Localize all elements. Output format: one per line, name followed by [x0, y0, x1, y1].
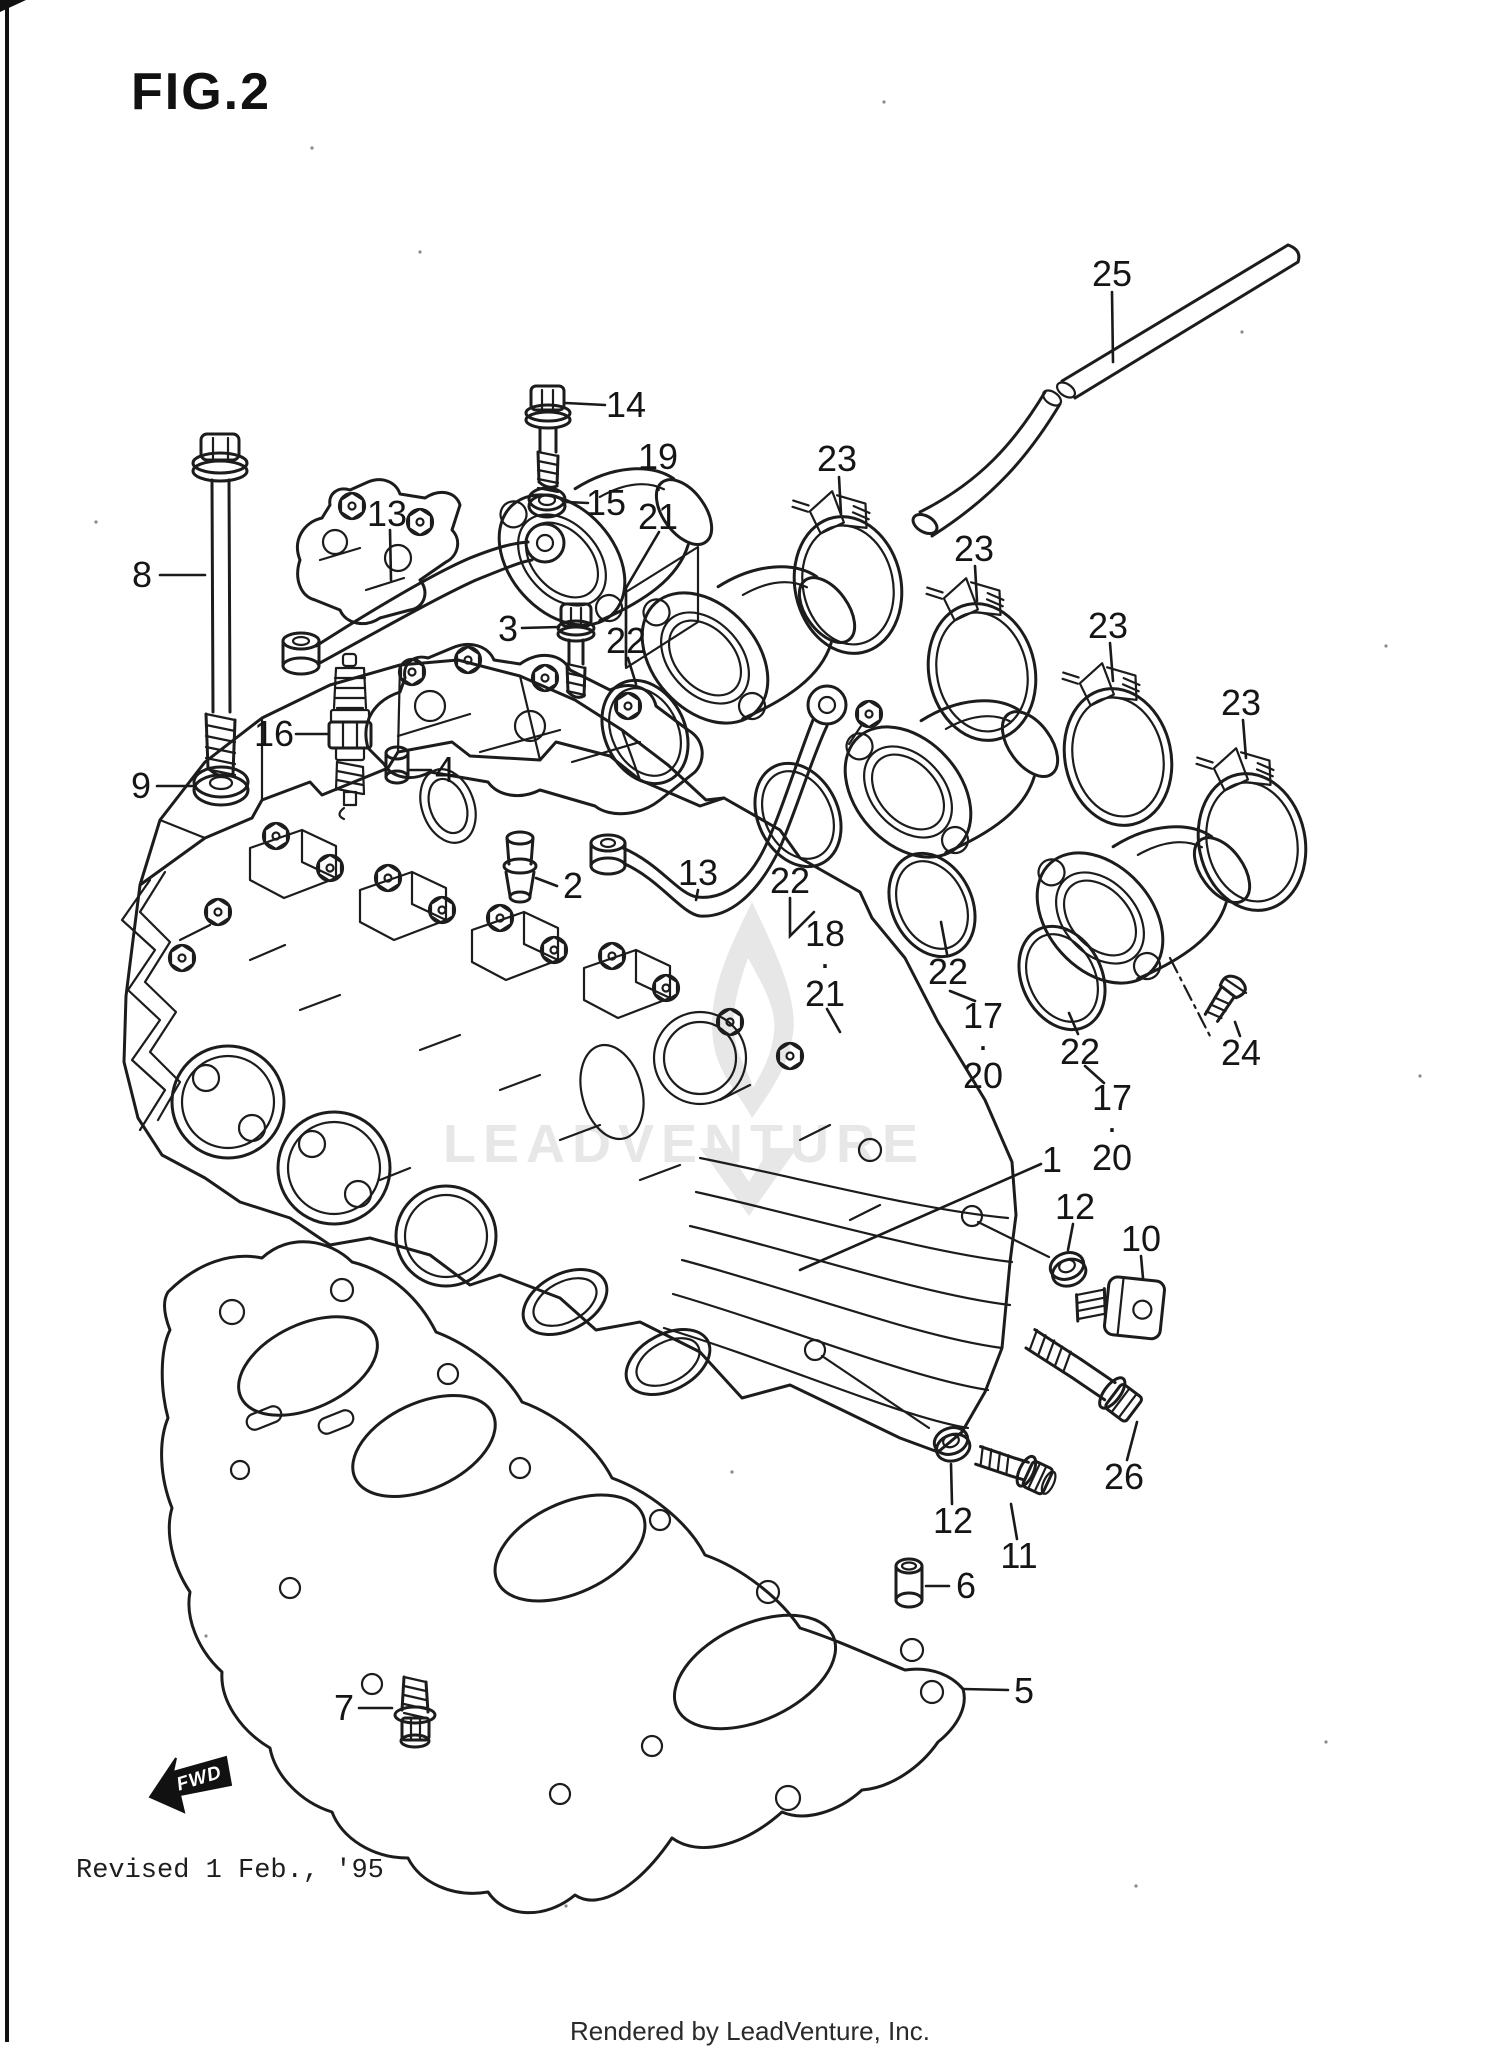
leader-lines: [157, 292, 1246, 1708]
leader-line-12: [1068, 1224, 1073, 1250]
head-gasket-part5: [162, 1242, 965, 1913]
intake-boot-2: [605, 531, 885, 764]
washer-part15: [529, 488, 565, 517]
watermark-text: LEADVENTURE: [443, 1114, 926, 1174]
part-label-2[interactable]: 2: [562, 865, 584, 906]
leader-line-25: [1112, 292, 1113, 362]
part-label-15[interactable]: 15: [585, 482, 627, 523]
bolt-part11: [973, 1435, 1061, 1499]
part-label-3[interactable]: 3: [497, 608, 519, 649]
bolt-part3: [558, 604, 594, 697]
part-label-18-21[interactable]: 18 · 21: [804, 913, 846, 1014]
bolt-part14: [526, 386, 570, 492]
part-label-22[interactable]: 22: [927, 951, 969, 992]
pointer-lines: [822, 958, 1212, 1428]
part-label-13[interactable]: 13: [677, 852, 719, 893]
part-label-4[interactable]: 4: [434, 749, 456, 790]
watermark-logo: [443, 902, 925, 1216]
leader-line-26: [1127, 1422, 1137, 1460]
part-label-12[interactable]: 12: [1054, 1186, 1096, 1227]
fwd-arrow: [150, 1757, 231, 1812]
clamp-23-3: [1046, 653, 1184, 835]
part-label-12[interactable]: 12: [932, 1500, 974, 1541]
leader-line-15: [567, 502, 588, 503]
part-label-5[interactable]: 5: [1013, 1670, 1035, 1711]
leader-line-10: [1141, 1256, 1143, 1278]
part-label-11[interactable]: 11: [1000, 1535, 1038, 1576]
part-label-26[interactable]: 26: [1103, 1456, 1145, 1497]
part-label-23[interactable]: 23: [816, 438, 858, 479]
part-label-23[interactable]: 23: [953, 528, 995, 569]
clamp-23-1: [776, 481, 914, 663]
leader-line-3: [522, 627, 559, 628]
stud-bolt-part8: [193, 434, 247, 776]
spacer-part10: [1073, 1273, 1166, 1340]
part-label-14[interactable]: 14: [605, 384, 647, 425]
bolt-part7: [395, 1677, 435, 1747]
part-label-17-20[interactable]: 17 · 20: [1091, 1077, 1133, 1178]
footer-credit: Rendered by LeadVenture, Inc.: [570, 2016, 930, 2046]
part-label-9[interactable]: 9: [130, 765, 152, 806]
leader-line-2: [536, 878, 557, 886]
valve-guide-part2: [504, 832, 536, 902]
part-callouts: [131, 253, 1261, 1728]
dowel-part6: [896, 1559, 922, 1607]
part-label-17-20[interactable]: 17 · 20: [962, 995, 1004, 1096]
part-label-19-21[interactable]: 19 · 21: [637, 436, 679, 537]
clamp-23-2: [910, 568, 1048, 750]
fwd-label: FWD: [174, 1761, 225, 1796]
washer-part12-upper: [1047, 1248, 1090, 1290]
part-label-6[interactable]: 6: [955, 1565, 977, 1606]
screw-part24: [1200, 971, 1251, 1026]
washer-part12-lower: [931, 1423, 974, 1465]
revision-note: Revised 1 Feb., '95: [76, 1856, 384, 1886]
part-label-13[interactable]: 13: [366, 493, 408, 534]
intake-boot-4: [1000, 791, 1280, 1024]
leader-line-14: [566, 403, 605, 405]
leader-line-12: [951, 1464, 952, 1504]
leader-line-11: [1011, 1504, 1017, 1539]
part-label-25[interactable]: 25: [1091, 253, 1133, 294]
part-label-22[interactable]: 22: [1059, 1031, 1101, 1072]
figure-title: FIG.2: [131, 63, 272, 121]
leader-line-23: [975, 566, 977, 601]
part-label-8[interactable]: 8: [131, 554, 153, 595]
part-label-23[interactable]: 23: [1087, 605, 1129, 646]
part-label-24[interactable]: 24: [1220, 1032, 1262, 1073]
leader-line-5: [963, 1689, 1008, 1690]
part-label-22[interactable]: 22: [769, 860, 811, 901]
leader-line-13: [390, 530, 391, 580]
part-label-22[interactable]: 22: [605, 620, 647, 661]
part-label-1[interactable]: 1: [1041, 1139, 1063, 1180]
leader-line-23: [1110, 643, 1113, 681]
part-label-7[interactable]: 7: [333, 1687, 355, 1728]
breather-pipe-part13-lower: [591, 686, 882, 916]
cylinder-head-part1: [122, 660, 1016, 1452]
part-label-10[interactable]: 10: [1120, 1218, 1162, 1259]
o-ring-22-4: [1002, 912, 1121, 1044]
bolt-part26: [1022, 1318, 1146, 1424]
part-label-23[interactable]: 23: [1220, 682, 1262, 723]
part-label-16[interactable]: 16: [253, 713, 295, 754]
